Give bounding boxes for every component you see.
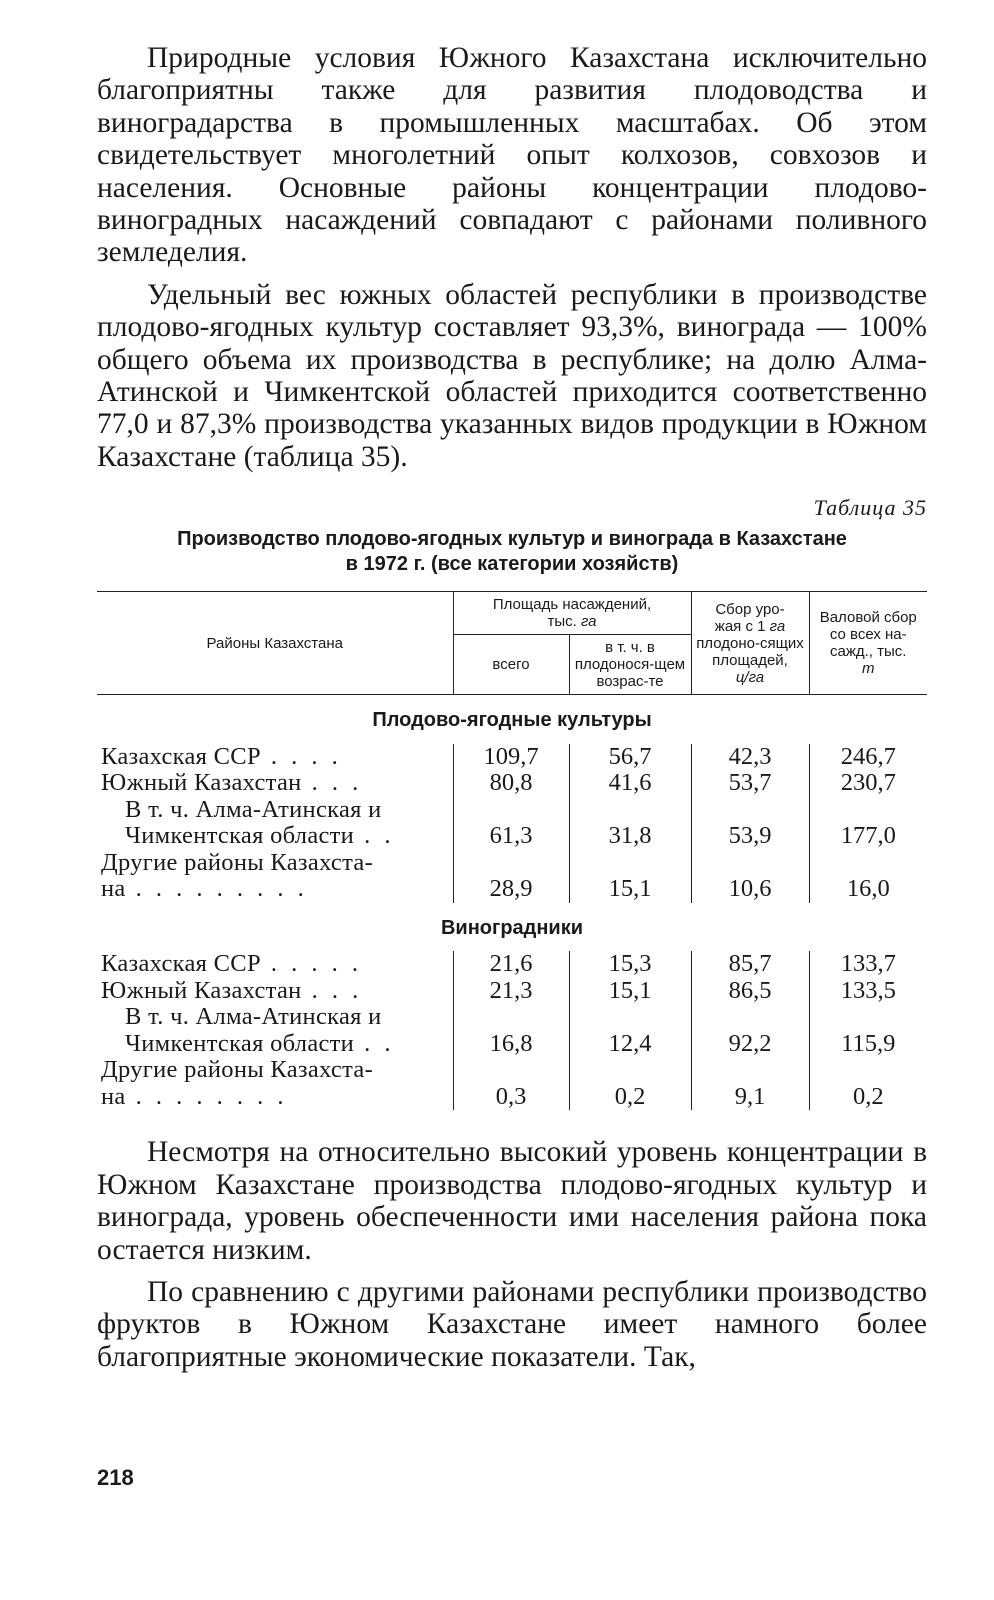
table-cell: 15,1 <box>569 978 691 1005</box>
header-area-group-label: Площадь насаждений, <box>492 596 652 614</box>
paragraph-1: Природные условия Южного Казахстана исключительно благоприятны также для развития плодоводства и виноградарства в промышленных масштабах. Об этом свидетельствует многолетний опыт колхозов, совхозов и населения. Основные районы концентрации плодово-виноградных насаждений совпадают с районами поливного земледелия. <box>97 42 927 269</box>
header-yield-unit-ha: га <box>769 617 786 635</box>
row-label-dots: . . . <box>311 769 363 797</box>
table-row <box>97 1004 927 1057</box>
row-label-line: Южный Казахстан <box>101 769 302 797</box>
section-title: Виноградники <box>440 916 584 939</box>
table-cell: 31,8 <box>569 797 691 850</box>
paragraph-3: Несмотря на относительно высокий уровень концентрации в Южном Казахстане производства плодово-ягодных культур и винограда, уровень обеспеченности ими населения района пока остается низким. <box>97 1136 927 1266</box>
header-area-group-unit-prefix: тыс. <box>547 613 577 631</box>
table-row <box>97 1057 927 1110</box>
table-row <box>97 850 927 903</box>
section-header-row <box>97 903 927 952</box>
row-label-line: на <box>101 1082 126 1110</box>
table-cell: 86,5 <box>691 978 809 1005</box>
table-caption: Таблица 35 <box>813 495 927 521</box>
row-label-line: Чимкентская области <box>125 822 355 850</box>
table-row <box>97 744 927 771</box>
table-cell: 53,7 <box>691 770 809 797</box>
row-label <box>97 1057 453 1110</box>
row-label-dots: . . . . . <box>270 950 362 978</box>
row-label-dots: . . . . . . . . <box>135 1082 288 1110</box>
table-cell: 16,0 <box>809 850 927 903</box>
header-gross-line-2: со всех на-сажд., тыс. <box>829 626 907 661</box>
row-label <box>97 744 453 771</box>
row-label <box>97 978 453 1005</box>
table-title-line-2: в 1972 г. (все категории хозяйств) <box>345 553 679 576</box>
table-cell: 230,7 <box>809 770 927 797</box>
table-cell: 16,8 <box>453 1004 569 1057</box>
table-row <box>97 978 927 1005</box>
table-cell: 92,2 <box>691 1004 809 1057</box>
header-yield-line-1: Сбор уро- <box>715 600 785 618</box>
table-body <box>97 695 927 1111</box>
page-number: 218 <box>97 1465 134 1490</box>
table-cell: 0,3 <box>453 1057 569 1110</box>
table-cell: 109,7 <box>453 744 569 771</box>
row-label-line: Казахская ССР <box>101 950 261 978</box>
table-cell: 85,7 <box>691 951 809 978</box>
header-yield <box>691 592 809 695</box>
table-row <box>97 770 927 797</box>
row-label <box>97 1004 453 1057</box>
row-label-line: В т. ч. Алма-Атинская и <box>125 1003 382 1031</box>
table-cell: 80,8 <box>453 770 569 797</box>
header-gross-line-1: Валовой сбор <box>819 609 917 627</box>
row-label <box>97 850 453 903</box>
table-cell: 42,3 <box>691 744 809 771</box>
row-label-line: В т. ч. Алма-Атинская и <box>125 795 382 823</box>
table-cell: 0,2 <box>809 1057 927 1110</box>
row-label-line: на <box>101 875 126 903</box>
paragraph-2: Удельный вес южных областей республики в производстве плодово-ягодных культур составляет 93,3%, винограда — 100% общего объема их производства в республике; на долю Алма-Атинской и Чимкентской областей приходится соответственно 77,0 и 87,3% производства указанных видов продукции в Южном Казахстане (таблица 35). <box>97 278 927 473</box>
row-label-line: Южный Казахстан <box>101 976 302 1004</box>
row-label-dots: . . <box>364 822 395 850</box>
table-cell: 133,7 <box>809 951 927 978</box>
header-area-group <box>453 592 691 635</box>
header-area-group-unit: га <box>580 613 597 631</box>
paragraph-4: По сравнению с другими районами республики производство фруктов в Южном Казахстане имеет намного более благоприятные экономические показатели. Так, <box>97 1275 927 1373</box>
table-cell: 53,9 <box>691 797 809 850</box>
header-gross <box>809 592 927 695</box>
table-cell: 246,7 <box>809 744 927 771</box>
row-label <box>97 770 453 797</box>
header-area-total: всего <box>453 635 569 695</box>
row-label-dots: . . . . . . . . . <box>135 875 308 903</box>
header-yield-unit: ц/га <box>735 668 765 686</box>
header-gross-unit: т <box>862 660 875 678</box>
table-title-line-1: Производство плодово-ягодных культур и винограда в Казахстане <box>177 528 847 551</box>
row-label-dots: . . <box>364 1029 395 1057</box>
table-cell: 133,5 <box>809 978 927 1005</box>
section-header-row <box>97 695 927 744</box>
header-regions: Районы Казахстана <box>97 592 453 695</box>
table-row <box>97 797 927 850</box>
header-area-fruiting: в т. ч. в плодонося-щем возрас-те <box>569 635 691 695</box>
table-title <box>97 527 927 577</box>
section-title: Плодово-ягодные культуры <box>372 709 652 732</box>
table-cell: 15,3 <box>569 951 691 978</box>
table-cell: 56,7 <box>569 744 691 771</box>
table-cell: 28,9 <box>453 850 569 903</box>
header-yield-line-3: плодоно-сящих площадей, <box>696 634 804 669</box>
row-label <box>97 951 453 978</box>
table-cell: 0,2 <box>569 1057 691 1110</box>
row-label-dots: . . . . <box>270 742 342 770</box>
row-label-line: Другие районы Казахста- <box>101 848 374 876</box>
table-row <box>97 951 927 978</box>
row-label-line: Другие районы Казахста- <box>101 1056 374 1084</box>
table-cell: 9,1 <box>691 1057 809 1110</box>
table-cell: 12,4 <box>569 1004 691 1057</box>
table-cell: 21,6 <box>453 951 569 978</box>
table-cell: 61,3 <box>453 797 569 850</box>
row-label-line: Казахская ССР <box>101 742 261 770</box>
table-cell: 41,6 <box>569 770 691 797</box>
data-table <box>97 591 927 1110</box>
table-cell: 115,9 <box>809 1004 927 1057</box>
table-cell: 177,0 <box>809 797 927 850</box>
table-cell: 21,3 <box>453 978 569 1005</box>
row-label-dots: . . . <box>311 976 363 1004</box>
table-cell: 10,6 <box>691 850 809 903</box>
header-yield-line-2: жая с 1 <box>714 617 766 635</box>
page-content <box>97 42 927 1383</box>
row-label-line: Чимкентская области <box>125 1029 355 1057</box>
table-cell: 15,1 <box>569 850 691 903</box>
row-label <box>97 797 453 850</box>
